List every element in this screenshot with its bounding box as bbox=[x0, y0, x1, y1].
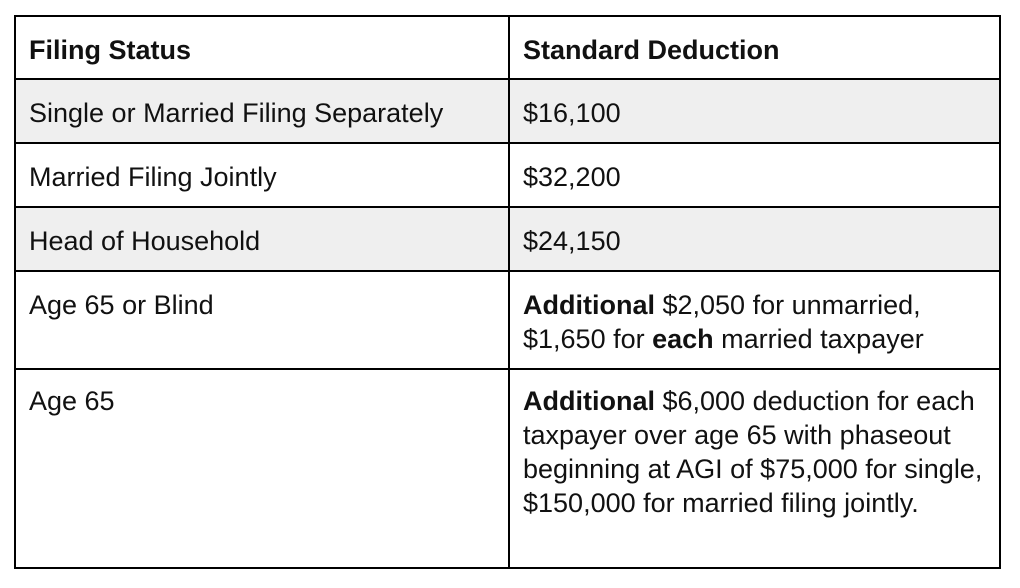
bold-prefix: Additional bbox=[523, 386, 655, 416]
deduction-cell: $16,100 bbox=[509, 79, 1000, 143]
filing-status-cell: Single or Married Filing Separately bbox=[15, 79, 509, 143]
table-row bbox=[15, 369, 1000, 568]
table-row bbox=[15, 79, 1000, 143]
header-standard-deduction: Standard Deduction bbox=[509, 16, 1000, 79]
header-filing-status: Filing Status bbox=[15, 16, 509, 79]
deduction-text: $2,050 for unmarried, $1,650 for bbox=[523, 290, 921, 354]
table-header-row bbox=[15, 16, 1000, 79]
filing-status-cell: Married Filing Jointly bbox=[15, 143, 509, 207]
deduction-cell bbox=[509, 369, 1000, 568]
deduction-cell bbox=[509, 271, 1000, 369]
table-row bbox=[15, 143, 1000, 207]
deduction-text: $6,000 deduction for each taxpayer over age 65 with phaseout beginning at AGI of $75,000 for single, $150,000 for married filing jointly. bbox=[523, 386, 983, 518]
table-row bbox=[15, 271, 1000, 369]
standard-deduction-table bbox=[14, 15, 1001, 569]
bold-prefix: Additional bbox=[523, 290, 655, 320]
table-row bbox=[15, 207, 1000, 271]
bold-word: each bbox=[652, 324, 714, 354]
deduction-cell: $32,200 bbox=[509, 143, 1000, 207]
deduction-text: married taxpayer bbox=[713, 324, 924, 354]
filing-status-cell: Age 65 or Blind bbox=[15, 271, 509, 369]
deduction-cell: $24,150 bbox=[509, 207, 1000, 271]
filing-status-cell: Age 65 bbox=[15, 369, 509, 568]
filing-status-cell: Head of Household bbox=[15, 207, 509, 271]
